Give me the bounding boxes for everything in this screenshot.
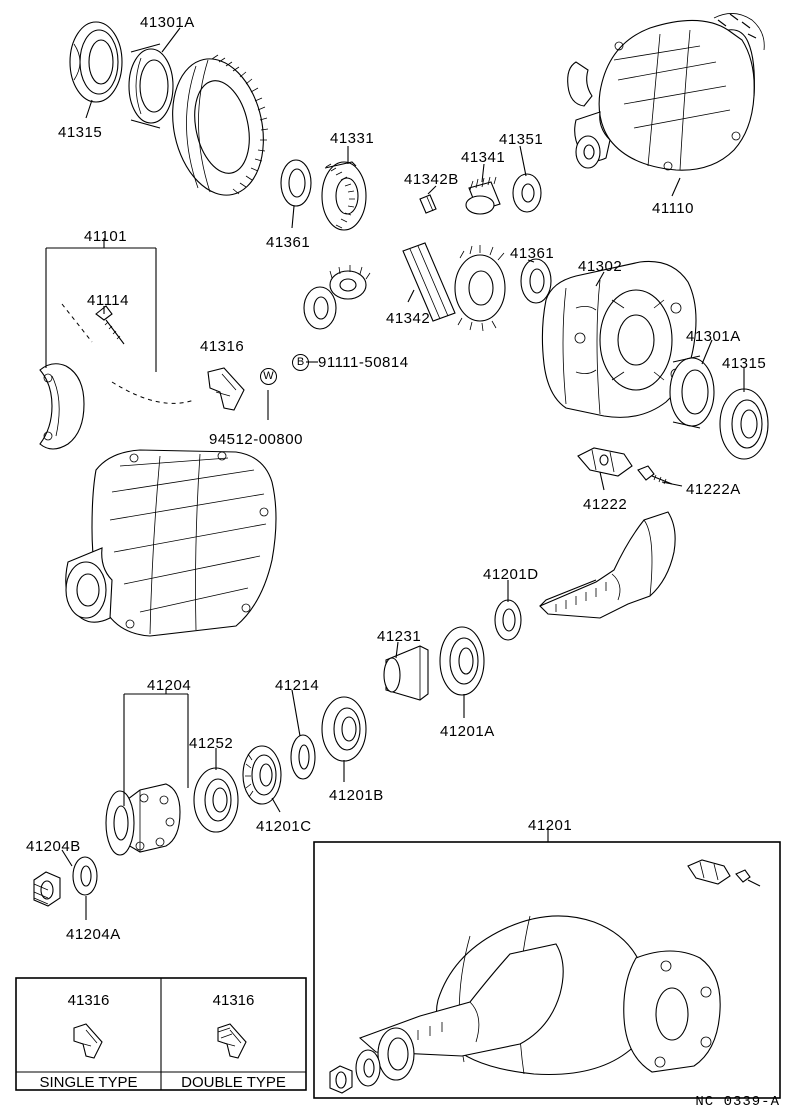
part-41252-seal: [194, 768, 238, 832]
part-label-94512: 94512-00800: [209, 431, 303, 448]
legend-right-code: 41316: [212, 992, 255, 1009]
part-41361-washer-a: [281, 160, 311, 206]
part-41301A-bearing: [129, 44, 173, 128]
washer-mark-icon: W: [260, 368, 277, 385]
part-label-41222A: 41222A: [686, 481, 741, 498]
part-label-41204B: 41204B: [26, 838, 81, 855]
part-label-41101: 41101: [84, 228, 128, 245]
part-label-41204A: 41204A: [66, 926, 121, 943]
part-41331-side-gear: [322, 162, 366, 230]
part-label-41315-top: 41315: [58, 124, 103, 141]
dashed-guide: [112, 382, 194, 403]
part-axle-shaft-upper: [540, 512, 675, 618]
part-label-41201A: 41201A: [440, 723, 495, 740]
part-label-41361-a: 41361: [266, 234, 311, 251]
part-41204B-nut: [34, 872, 60, 906]
inset-41201: [314, 842, 780, 1098]
part-label-41341: 41341: [461, 149, 506, 166]
part-ring-gear-large: [161, 50, 276, 203]
part-41342B-pin: [420, 195, 436, 213]
part-label-41201B: 41201B: [329, 787, 384, 804]
part-41110-carrier: [568, 13, 765, 170]
part-label-41301A-right: 41301A: [686, 328, 741, 345]
part-label-41231: 41231: [377, 628, 422, 645]
part-label-41201C: 41201C: [256, 818, 312, 835]
part-41351-washer: [513, 174, 541, 212]
part-41214-seal: [322, 697, 366, 761]
part-label-41110: 41110: [652, 200, 694, 217]
part-label-41302: 41302: [578, 258, 623, 275]
part-41204A-washer: [73, 857, 97, 895]
part-41201D-washer: [495, 600, 521, 640]
part-41222-lock-plate: [578, 448, 632, 476]
part-41301A-bearing-right: [670, 356, 714, 428]
part-label-41222: 41222: [583, 496, 628, 513]
part-41201A-bearing: [440, 627, 484, 695]
part-main-housing: [66, 450, 276, 636]
part-label-41351: 41351: [499, 131, 544, 148]
part-41315-seal-right: [720, 389, 768, 459]
part-41341-pinion-gear: [466, 177, 500, 214]
part-label-41315-right: 41315: [722, 355, 767, 372]
part-label-41342: 41342: [386, 310, 431, 327]
bolt-mark-icon: B: [292, 354, 309, 371]
part-label-41331: 41331: [330, 130, 375, 147]
part-label-41252: 41252: [189, 735, 234, 752]
part-label-41301A-top: 41301A: [140, 14, 195, 31]
part-label-41204: 41204: [147, 677, 192, 694]
part-label-41214: 41214: [275, 677, 320, 694]
part-41114-bolt: [96, 306, 124, 344]
legend-left-caption: SINGLE TYPE: [39, 1074, 138, 1091]
part-label-41201: 41201: [528, 817, 573, 834]
part-41231-collar: [384, 646, 428, 700]
part-41315-seal: [70, 22, 122, 102]
part-label-41342B: 41342B: [404, 171, 459, 188]
part-41222A-bolt: [638, 466, 672, 484]
bolt-spec-label: 91111-50814: [318, 354, 409, 371]
part-41201B-washer: [291, 735, 315, 779]
part-label-41361-b: 41361: [510, 245, 555, 262]
part-label-41316: 41316: [200, 338, 245, 355]
legend-left-code: 41316: [67, 992, 110, 1009]
part-41316-bracket: [208, 368, 244, 410]
legend-right-caption: DOUBLE TYPE: [181, 1074, 286, 1091]
part-label-41201D: 41201D: [483, 566, 539, 583]
part-41204-flange: [106, 784, 180, 855]
part-41101-bearing-cap: [40, 304, 92, 449]
diagram-footer-code: NC 0339-A: [695, 1094, 780, 1110]
part-41201C-bearing: [243, 746, 281, 804]
part-41361-washer-b: [521, 259, 551, 303]
part-label-41114: 41114: [87, 292, 129, 309]
